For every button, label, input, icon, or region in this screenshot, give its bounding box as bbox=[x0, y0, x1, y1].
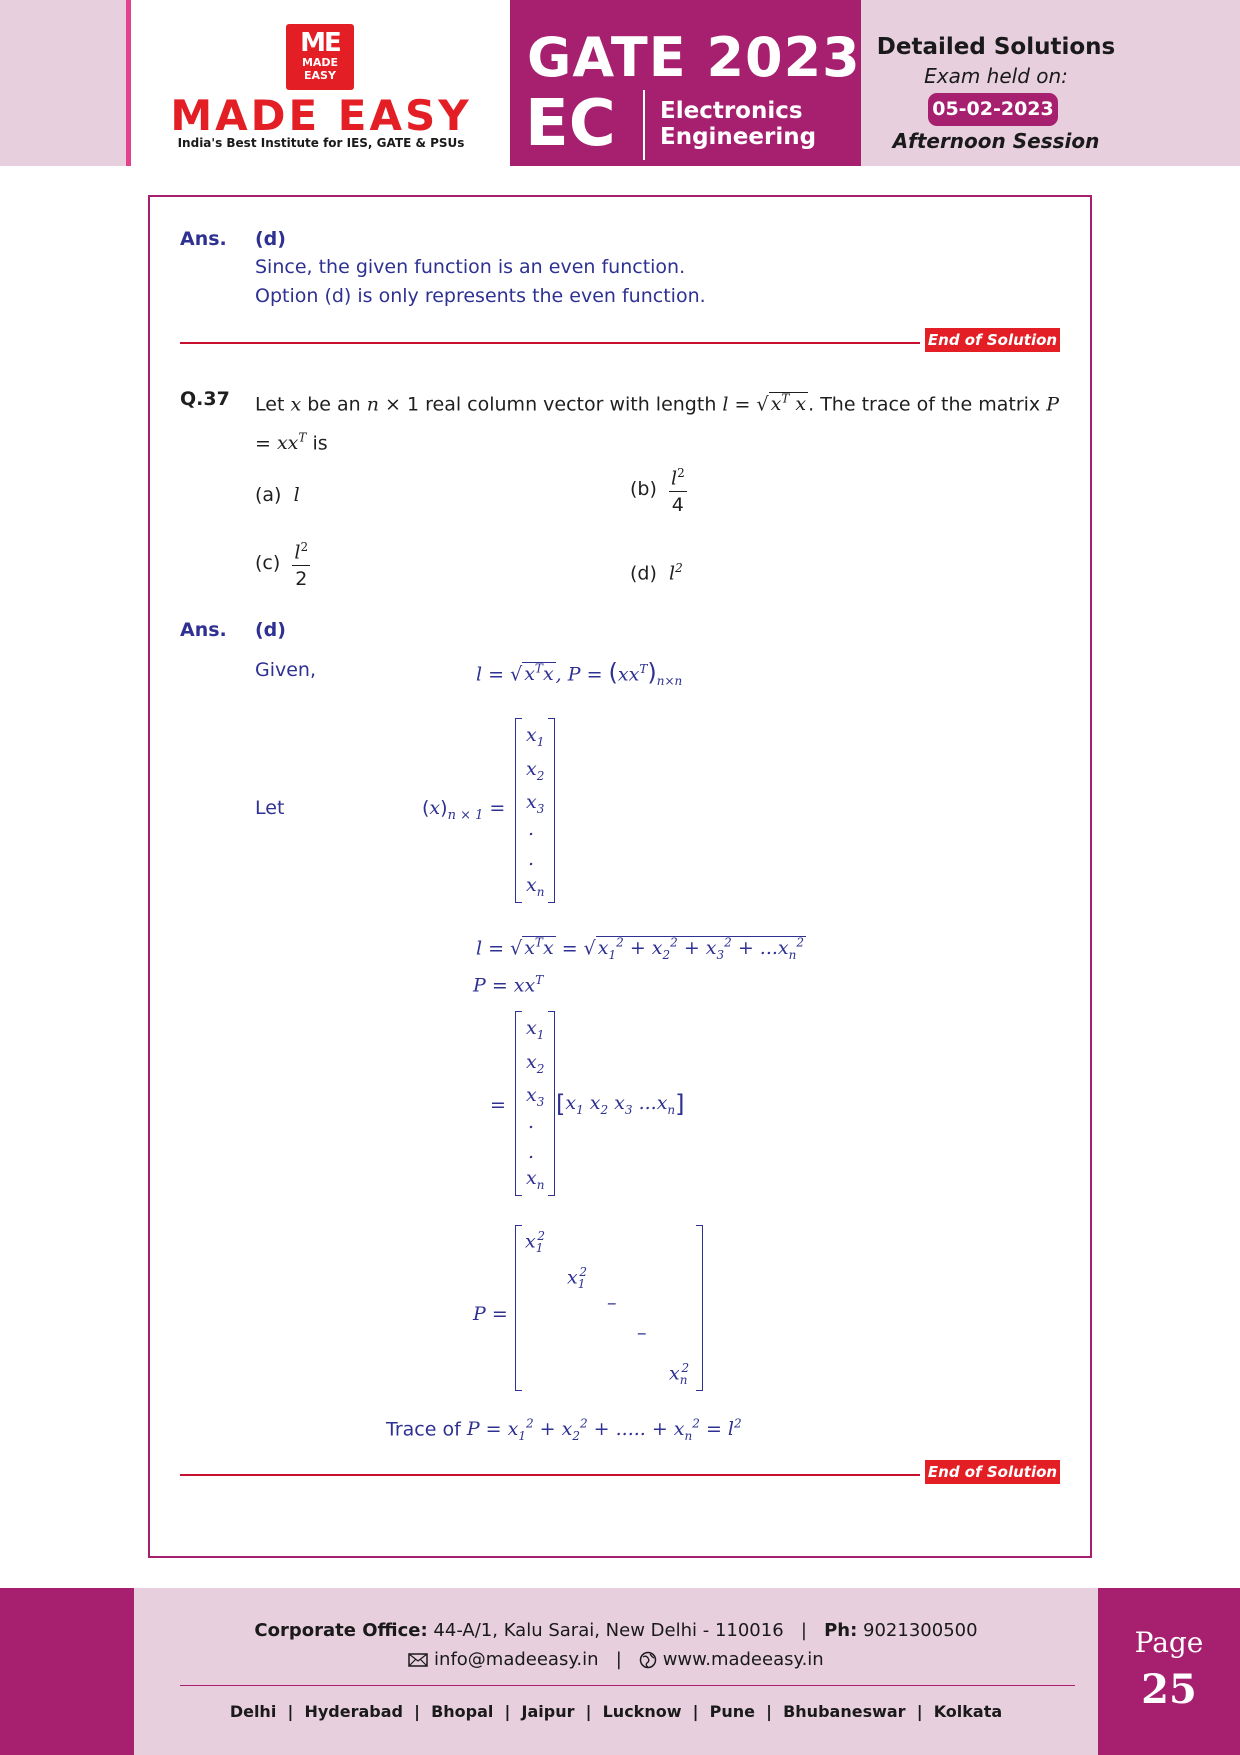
website-link[interactable]: www.madeeasy.in bbox=[662, 1649, 824, 1670]
given-equation: l = √ $x^Tx$ , $P = (xx^T)_{n\times n}$ bbox=[476, 658, 683, 689]
solution-separator bbox=[180, 342, 920, 344]
option-a: (a) l bbox=[255, 484, 300, 506]
column-vector-x: $x_1$ $x_2$ $x_3$ . . $x_n$ bbox=[515, 718, 555, 903]
diagonal-matrix-p: $x_1^2$ $x_1^2$ – – $x_n^2$ bbox=[515, 1225, 703, 1391]
banner-divider bbox=[643, 90, 645, 160]
option-c: (c) $\frac{l^2}{2}$ bbox=[255, 536, 310, 590]
subject-name: Electronics Engineering bbox=[660, 98, 817, 150]
question-text-line1: Let x be an n × 1 real column vector with length l = √ $x^T$ x . The trace of the matrix P bbox=[255, 392, 1060, 416]
solutions-title: Detailed Solutions bbox=[876, 34, 1116, 60]
page-number: 25 bbox=[1141, 1666, 1197, 1713]
exam-title: GATE 2023 bbox=[527, 26, 861, 89]
option-b: (b) $\frac{l^2}{4}$ bbox=[630, 462, 687, 516]
solution-line: Option (d) is only represents the even function. bbox=[255, 285, 706, 307]
row-vector-xt: [$x_1$ $x_2$ $x_3$ $...x_n$] bbox=[556, 1090, 685, 1118]
page-word: Page bbox=[1134, 1626, 1204, 1659]
column-vector-x: $x_1$ $x_2$ $x_3$ . . $x_n$ bbox=[515, 1011, 555, 1196]
session-label: Afternoon Session bbox=[892, 129, 1100, 153]
let-label: Let bbox=[255, 797, 285, 819]
email-link[interactable]: info@madeeasy.in bbox=[434, 1649, 599, 1670]
question-number: Q.37 bbox=[180, 388, 230, 410]
exam-banner bbox=[510, 0, 861, 166]
exam-info bbox=[861, 0, 1131, 166]
logo-panel bbox=[131, 0, 510, 166]
paper-code: EC bbox=[525, 87, 616, 161]
contact-line: info@madeeasy.in | www.madeeasy.in bbox=[134, 1649, 1098, 1670]
ans-label: Ans. bbox=[180, 619, 227, 641]
logo-tagline: India's Best Institute for IES, GATE & PSUs bbox=[177, 136, 465, 150]
question-text-line2: = $xx^T$ is bbox=[255, 431, 328, 455]
solution-separator bbox=[180, 1474, 920, 1476]
end-of-solution-badge: End of Solution bbox=[925, 1460, 1060, 1484]
ans-value: (d) bbox=[255, 619, 286, 641]
ans-label: Ans. bbox=[180, 228, 227, 250]
exam-held-label: Exam held on: bbox=[924, 64, 1068, 88]
given-label: Given, bbox=[255, 659, 317, 681]
length-equation: l = √ $x^Tx$ = √ $x_1^2 + x_2^2 + x_3^2 + ...x_n^2$ bbox=[476, 936, 804, 963]
trace-result: Trace of $P = x_1^2 + x_2^2$ + ..... + $x_n^2 = l^2$ bbox=[386, 1417, 742, 1444]
equals-sign: = bbox=[490, 1094, 506, 1116]
solution-line: Since, the given function is an even function. bbox=[255, 256, 686, 278]
mail-icon bbox=[408, 1653, 428, 1667]
page-footer bbox=[0, 1588, 1240, 1755]
exam-date-badge: 05-02-2023 bbox=[928, 93, 1058, 126]
corporate-office-line: Corporate Office: 44-A/1, Kalu Sarai, New Delhi - 110016 | Ph: 9021300500 bbox=[254, 1620, 978, 1641]
globe-icon bbox=[639, 1651, 657, 1669]
city-list: Delhi | Hyderabad | Bhopal | Jaipur | Lucknow | Pune | Bhubaneswar | Kolkata bbox=[229, 1702, 1003, 1721]
page-header bbox=[0, 0, 1240, 166]
page-number-panel bbox=[1098, 1588, 1240, 1755]
vector-x-label: $(x)_{n \times 1}$ = bbox=[422, 797, 506, 823]
logo-wordmark: MADE EASY bbox=[170, 91, 472, 140]
footer-accent-left bbox=[0, 1588, 134, 1755]
made-easy-logo-icon: ME MADE EASY bbox=[286, 24, 354, 90]
end-of-solution-badge: End of Solution bbox=[925, 328, 1060, 352]
p-matrix-label: P = bbox=[473, 1303, 508, 1325]
option-d: (d) $l^2$ bbox=[630, 561, 683, 585]
ans-value: (d) bbox=[255, 228, 286, 250]
footer-divider bbox=[180, 1685, 1075, 1686]
p-definition: $P = xx^T$ bbox=[473, 973, 544, 997]
